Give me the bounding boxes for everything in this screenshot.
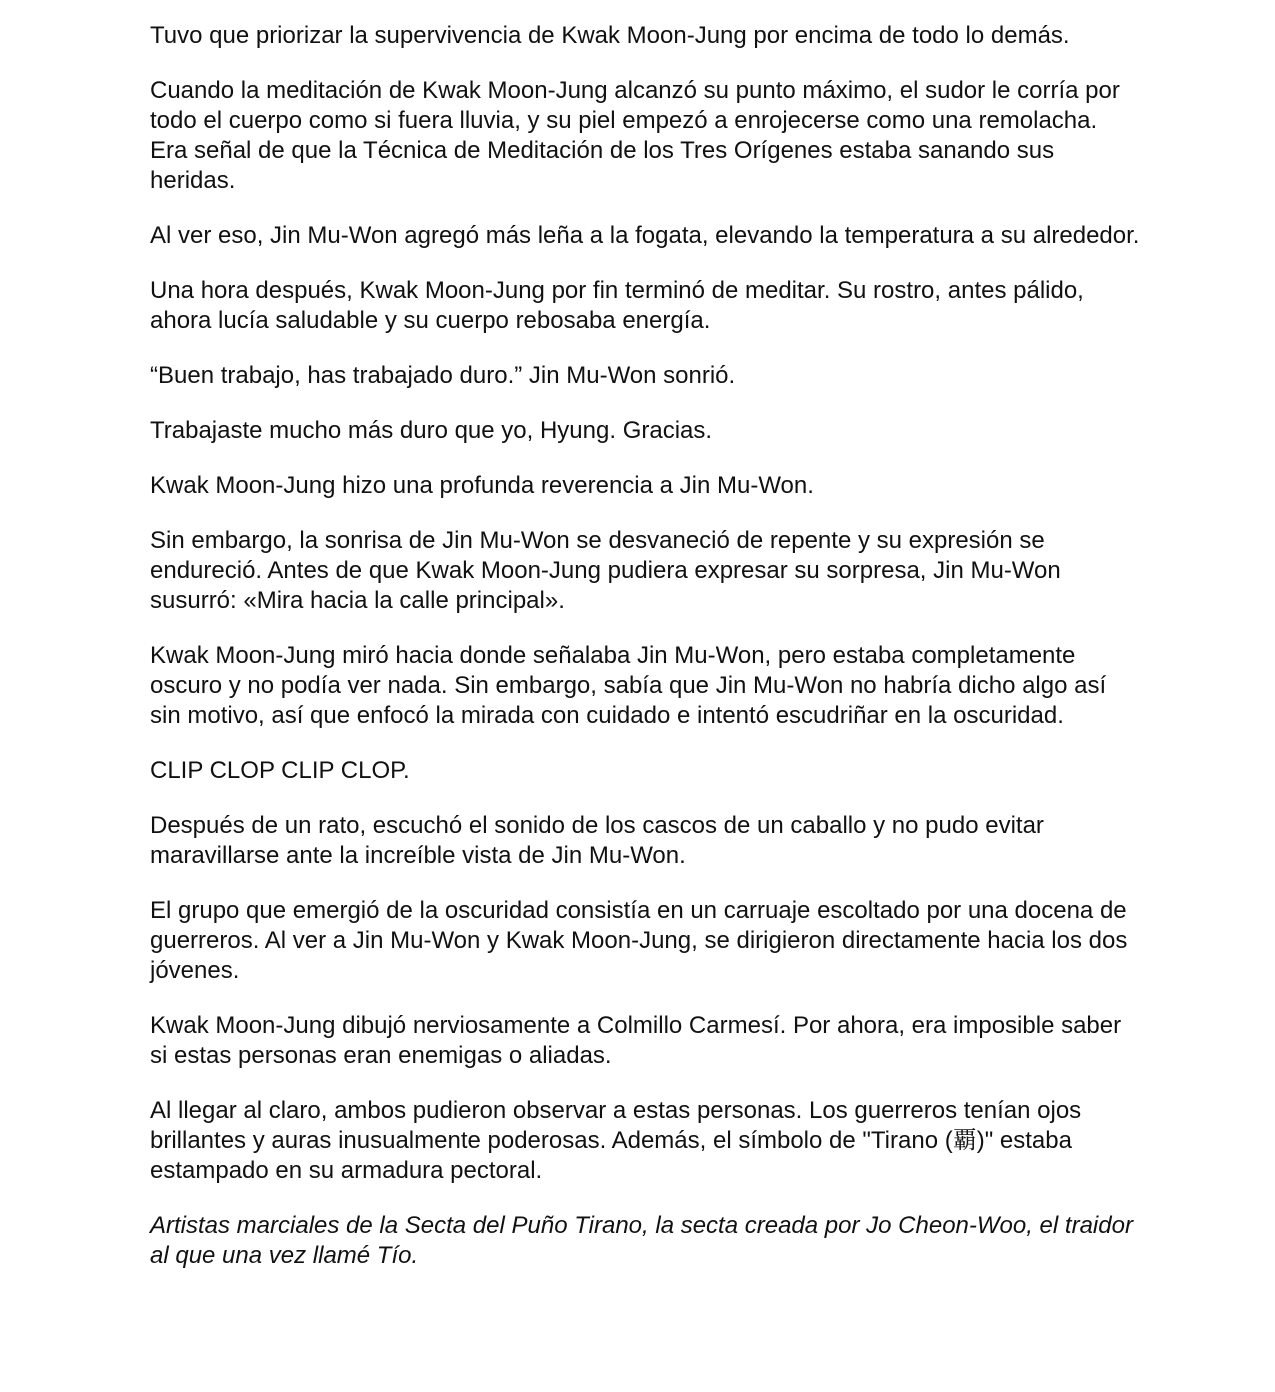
- paragraph-9: Kwak Moon-Jung miró hacia donde señalaba Jin Mu-Won, pero estaba completamente oscuro y no podía ver nada. Sin embargo, sabía que Jin Mu-Won no habría dicho algo así sin motivo, así que enfocó la mirada con cuidado e intentó escudriñar en la oscuridad.: [150, 642, 1107, 729]
- paragraph-4: Una hora después, Kwak Moon-Jung por fin terminó de meditar. Su rostro, antes pálido, ahora lucía saludable y su cuerpo rebosaba energía.: [150, 277, 1084, 334]
- document-page: [150, 21, 1140, 1296]
- paragraph-10: CLIP CLOP CLIP CLOP.: [150, 757, 410, 784]
- paragraph-3: Al ver eso, Jin Mu-Won agregó más leña a la fogata, elevando la temperatura a su alrededor.: [150, 222, 1140, 249]
- paragraph-5: “Buen trabajo, has trabajado duro.” Jin Mu-Won sonrió.: [150, 362, 736, 389]
- paragraph-7: Kwak Moon-Jung hizo una profunda reverencia a Jin Mu-Won.: [150, 472, 814, 499]
- paragraph-15-italic: Artistas marciales de la Secta del Puño Tirano, la secta creada por Jo Cheon-Woo, el traidor al que una vez llamé Tío.: [150, 1212, 1133, 1269]
- paragraph-8: Sin embargo, la sonrisa de Jin Mu-Won se desvaneció de repente y su expresión se endureció. Antes de que Kwak Moon-Jung pudiera expresar su sorpresa, Jin Mu-Won susurró: «Mira hacia la calle principal».: [150, 527, 1061, 614]
- paragraph-12: El grupo que emergió de la oscuridad consistía en un carruaje escoltado por una docena de guerreros. Al ver a Jin Mu-Won y Kwak Moon-Jung, se dirigieron directamente hacia los dos jóvenes.: [150, 897, 1128, 984]
- paragraph-6: Trabajaste mucho más duro que yo, Hyung. Gracias.: [150, 417, 713, 444]
- paragraph-1: Tuvo que priorizar la supervivencia de Kwak Moon-Jung por encima de todo lo demás.: [150, 22, 1070, 49]
- paragraph-11: Después de un rato, escuchó el sonido de los cascos de un caballo y no pudo evitar maravillarse ante la increíble vista de Jin Mu-Won.: [150, 812, 1044, 869]
- paragraph-2: Cuando la meditación de Kwak Moon-Jung alcanzó su punto máximo, el sudor le corría por todo el cuerpo como si fuera lluvia, y su piel empezó a enrojecerse como una remolacha. Era señal de que la Técnica de Meditación de los Tres Orígenes estaba sanando sus heridas.: [150, 77, 1120, 194]
- paragraph-14: Al llegar al claro, ambos pudieron observar a estas personas. Los guerreros tenían ojos brillantes y auras inusualmente poderosas. Además, el símbolo de "Tirano (覇)" estaba estampado en su armadura pectoral.: [150, 1097, 1082, 1184]
- paragraph-13: Kwak Moon-Jung dibujó nerviosamente a Colmillo Carmesí. Por ahora, era imposible saber si estas personas eran enemigas o aliadas.: [150, 1012, 1122, 1069]
